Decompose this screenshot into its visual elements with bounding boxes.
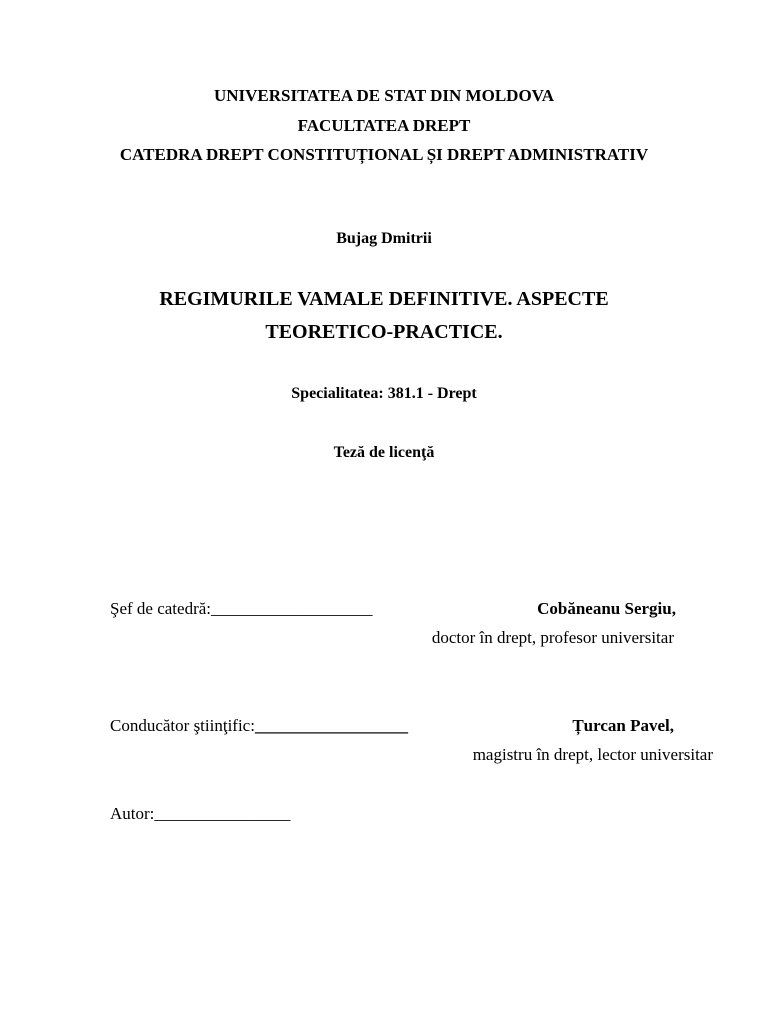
- author-signature: [110, 804, 290, 824]
- department-name: CATEDRA DREPT CONSTITUȚIONAL ȘI DREPT ADMINISTRATIV: [119, 145, 649, 164]
- supervisor-signature-line: __________________: [254, 716, 408, 735]
- document-type: Teză de licenţă: [333, 444, 435, 461]
- author-label: Autor:: [110, 804, 155, 823]
- supervisor-label: Conducător ştiinţific:: [110, 716, 255, 735]
- author-name: Bujag Dmitrii: [336, 230, 432, 247]
- head-of-department-signature: [110, 599, 373, 619]
- thesis-title-line-1: REGIMURILE VAMALE DEFINITIVE. ASPECTE: [159, 288, 609, 310]
- head-of-department-signature-line: ___________________: [211, 599, 373, 618]
- author-signature-line: ________________: [154, 804, 291, 823]
- supervisor-credentials: magistru în drept, lector universitar: [472, 745, 713, 764]
- head-of-department-label: Şef de catedră:: [110, 599, 211, 618]
- head-of-department-name: Cobăneanu Sergiu,: [537, 599, 676, 618]
- supervisor-signature: [110, 716, 408, 736]
- head-of-department-credentials: doctor în drept, profesor universitar: [431, 628, 674, 647]
- supervisor-name: Țurcan Pavel,: [572, 716, 674, 735]
- faculty-name: FACULTATEA DREPT: [297, 116, 471, 135]
- thesis-title-line-2: TEORETICO-PRACTICE.: [265, 321, 503, 343]
- specialty: Specialitatea: 381.1 - Drept: [291, 385, 477, 402]
- university-name: UNIVERSITATEA DE STAT DIN MOLDOVA: [213, 86, 555, 105]
